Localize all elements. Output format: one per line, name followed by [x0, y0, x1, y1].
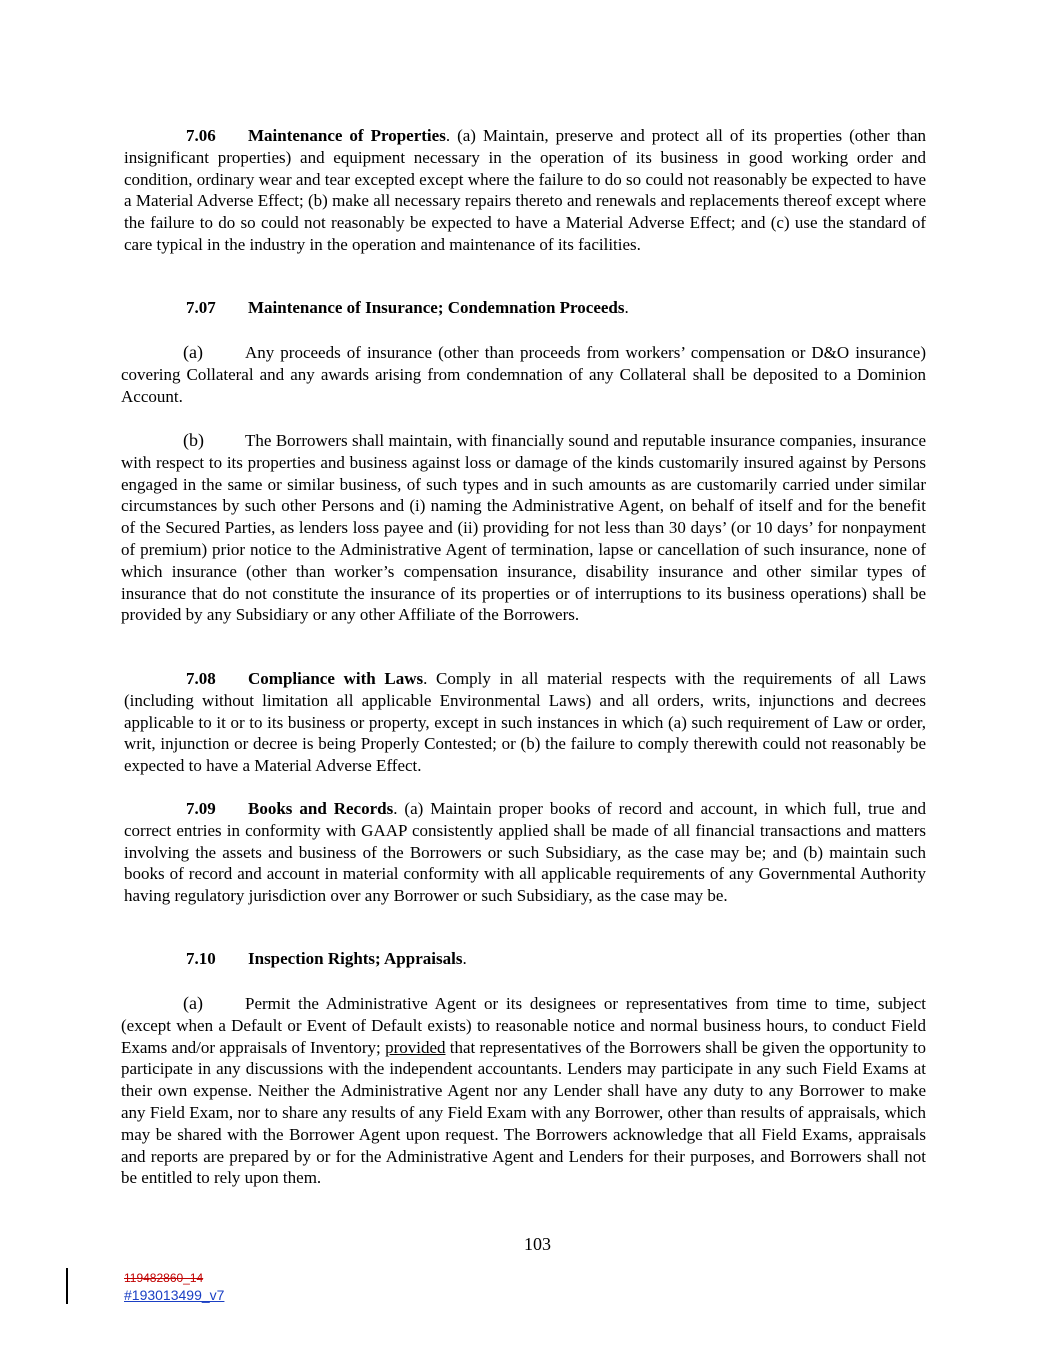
clause-text: Any proceeds of insurance (other than proceeds from workers’ compensation or D&O insurance) covering Collateral and any awards arising from condemnation of any Collateral shall be deposited to a Dominion Account.: [121, 343, 926, 406]
section-7-06: [124, 125, 926, 256]
section-body: (a) Maintain proper books of record and account, in which full, true and correct entries in conformity with GAAP consistently applied shall be made of all financial transactions and matters involving the assets and business of the Borrowers or such Subsidiary, as the case may be; and (b) maintain such books of record and account in material conformity with all applicable requirements of any Governmental Authority having regulatory jurisdiction over any Borrower or such Subsidiary, as the case may be.: [124, 799, 926, 906]
section-title: Compliance with Laws: [248, 669, 424, 688]
section-title: Maintenance of Insurance; Condemnation Proceeds: [248, 298, 625, 317]
clause-text: The Borrowers shall maintain, with financially sound and reputable insurance companies, insurance with respect to its properties and business against loss or damage of the kinds customarily insured against by Persons engaged in the same or similar business, of such types and in such amounts as are customarily carried under similar circumstances by such other Persons and (i) naming the Administrative Agent, on behalf of itself and for the benefit of the Secured Parties, as lenders loss payee and (ii) providing for not less than 30 days’ (or 10 days’ for nonpayment of premium) prior notice to the Administrative Agent of termination, lapse or cancellation of such insurance, none of which insurance (other than worker’s compensation insurance, disability insurance and other similar types of insurance that do not constitute the insurance of its properties or of interruptions to its business operations) shall be provided by any Subsidiary or any other Affiliate of the Borrowers.: [121, 431, 926, 625]
section-7-10-heading: [186, 948, 926, 970]
change-bar: [66, 1268, 68, 1304]
clause-label: (a): [183, 993, 203, 1013]
clause-text-part-1: Permit the Administrative Agent or its designees or representatives from time to time, subject (except when a Default or Event of Default exists) to reasonable notice and normal business hours, to conduct Field Exams and/or appraisals of Inventory;: [121, 994, 926, 1057]
section-title-period: .: [462, 949, 467, 968]
section-7-09: [124, 798, 926, 907]
clause-text-part-2: that representatives of the Borrowers shall be given the opportunity to participate in any discussions with the independent accountants. Lenders may participate in any such Field Exams at their own expense. Neither the Administrative Agent nor any Lender shall have any duty to any Borrower to make any Field Exam, nor to share any results of any Field Exam with any Borrower, other than results of appraisals, which may be shared with the Borrower Agent upon request. The Borrowers acknowledge that all Field Exams, appraisals and reports are prepared by or for the Administrative Agent and Lenders for their purposes, and Borrowers shall not be entitled to rely upon them.: [121, 1037, 926, 1188]
clause-label: (b): [183, 430, 204, 450]
provided-underlined: provided: [385, 1037, 446, 1057]
section-7-10-a: [121, 993, 926, 1189]
section-title-period: .: [445, 126, 451, 145]
section-number: 7.08: [186, 669, 216, 688]
section-7-07-b: [121, 430, 926, 626]
new-document-id: #193013499_v7: [124, 1287, 225, 1303]
section-body: Comply in all material respects with the requirements of all Laws (including without limitation all applicable Environmental Laws) and all orders, writs, injunctions and decrees applicable to it or to its business or property, except in such instances in which (a) such requirement of Law or order, writ, injunction or decree is being Properly Contested; or (b) the failure to comply therewith could not reasonably be expected to have a Material Adverse Effect.: [124, 669, 927, 776]
section-7-07-heading: [186, 297, 926, 319]
section-number: 7.10: [186, 949, 216, 968]
section-title: Books and Records: [248, 799, 394, 818]
section-number: 7.09: [186, 799, 216, 818]
section-title-period: .: [423, 669, 428, 688]
section-number: 7.07: [186, 298, 216, 317]
section-title-period: .: [393, 799, 398, 818]
section-7-08: [124, 668, 926, 777]
section-title: Inspection Rights; Appraisals: [248, 949, 463, 968]
clause-label: (a): [183, 342, 203, 362]
section-number: 7.06: [186, 126, 216, 145]
section-body: (a) Maintain, preserve and protect all of its properties (other than insignificant properties) and equipment necessary in the operation of its business in good working order and condition, ordinary wear and tear excepted except where the failure to do so could not reasonably be expected to have a Material Adverse Effect; (b) make all necessary repairs thereto and renewals and replacements thereof except where the failure to do so could not reasonably be expected to have a Material Adverse Effect; and (c) use the standard of care typical in the industry in the operation and maintenance of its facilities.: [124, 126, 926, 254]
page-number: 103: [524, 1234, 551, 1254]
section-title-period: .: [624, 298, 629, 317]
section-title: Maintenance of Properties: [248, 126, 446, 145]
section-7-07-a: [121, 342, 926, 407]
old-document-id: 119482860_14: [124, 1271, 204, 1285]
